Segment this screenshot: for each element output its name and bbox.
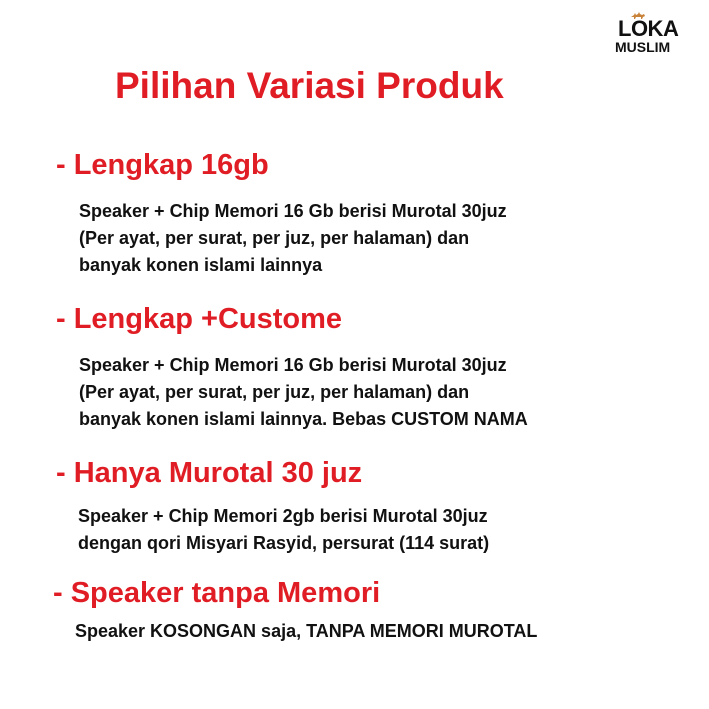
option-description-lengkap-16gb: [79, 198, 507, 279]
description-line: banyak konen islami lainnya: [79, 255, 323, 275]
description-line: Speaker + Chip Memori 2gb berisi Murotal 30juz: [78, 506, 488, 526]
option-description-hanya-murotal: [78, 503, 489, 557]
description-line: banyak konen islami lainnya. Bebas CUSTOM NAMA: [79, 409, 528, 429]
description-line: dengan qori Misyari Rasyid, persurat (114 surat): [78, 533, 490, 553]
option-heading-hanya-murotal: - Hanya Murotal 30 juz: [56, 457, 363, 489]
logo-text-line2: MUSLIM: [615, 39, 671, 55]
option-heading-lengkap-16gb: - Lengkap 16gb: [56, 149, 269, 181]
option-heading-speaker-tanpa-memori: - Speaker tanpa Memori: [53, 577, 381, 609]
brand-logo: [612, 10, 702, 60]
option-description-lengkap-custome: [79, 352, 528, 433]
option-description-speaker-tanpa-memori: [75, 618, 537, 645]
logo-text-line1: LOKA: [618, 16, 679, 41]
description-line: Speaker + Chip Memori 16 Gb berisi Murotal 30juz: [79, 201, 507, 221]
option-heading-lengkap-custome: - Lengkap +Custome: [56, 303, 343, 335]
description-line: (Per ayat, per surat, per juz, per halaman) dan: [79, 382, 470, 402]
page-title: Pilihan Variasi Produk: [115, 65, 504, 106]
description-line: (Per ayat, per surat, per juz, per halaman) dan: [79, 228, 470, 248]
description-line: Speaker + Chip Memori 16 Gb berisi Murotal 30juz: [79, 355, 507, 375]
description-line: Speaker KOSONGAN saja, TANPA MEMORI MUROTAL: [75, 621, 538, 641]
